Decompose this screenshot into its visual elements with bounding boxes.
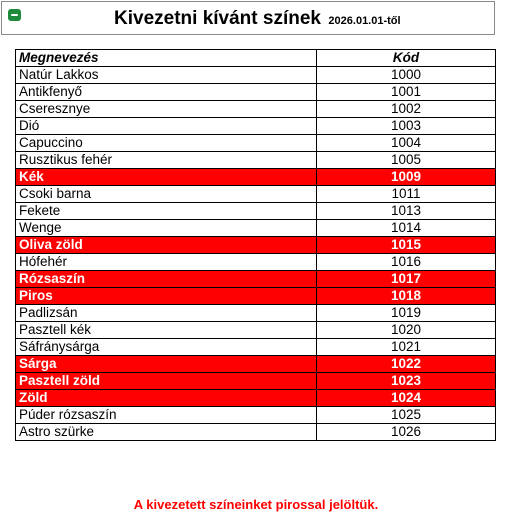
table-row xyxy=(16,169,496,186)
color-name-cell: Rózsaszín xyxy=(16,271,317,288)
color-code-cell: 1004 xyxy=(317,135,496,152)
color-name-cell: Natúr Lakkos xyxy=(16,67,317,84)
color-name-cell: Wenge xyxy=(16,220,317,237)
color-name-cell: Padlizsán xyxy=(16,305,317,322)
table-row xyxy=(16,288,496,305)
color-code-cell: 1021 xyxy=(317,339,496,356)
table-row xyxy=(16,407,496,424)
color-code-cell: 1002 xyxy=(317,101,496,118)
color-code-cell: 1011 xyxy=(317,186,496,203)
color-name-cell: Zöld xyxy=(16,390,317,407)
table-row xyxy=(16,271,496,288)
color-name-cell: Dió xyxy=(16,118,317,135)
color-code-cell: 1023 xyxy=(317,373,496,390)
table-row xyxy=(16,305,496,322)
color-name-cell: Fekete xyxy=(16,203,317,220)
color-name-cell: Hófehér xyxy=(16,254,317,271)
color-code-cell: 1013 xyxy=(317,203,496,220)
table-row xyxy=(16,186,496,203)
column-header-name: Megnevezés xyxy=(16,50,317,67)
color-name-cell: Cseresznye xyxy=(16,101,317,118)
color-code-cell: 1001 xyxy=(317,84,496,101)
color-name-cell: Kék xyxy=(16,169,317,186)
color-code-cell: 1000 xyxy=(317,67,496,84)
color-code-cell: 1009 xyxy=(317,169,496,186)
table-row xyxy=(16,84,496,101)
title-box xyxy=(1,1,495,35)
color-name-cell: Oliva zöld xyxy=(16,237,317,254)
column-header-code: Kód xyxy=(317,50,496,67)
color-name-cell: Pasztell zöld xyxy=(16,373,317,390)
color-name-cell: Csoki barna xyxy=(16,186,317,203)
color-name-cell: Pasztell kék xyxy=(16,322,317,339)
color-code-cell: 1003 xyxy=(317,118,496,135)
color-code-cell: 1019 xyxy=(317,305,496,322)
color-code-cell: 1015 xyxy=(317,237,496,254)
color-name-cell: Capuccino xyxy=(16,135,317,152)
color-code-cell: 1014 xyxy=(317,220,496,237)
color-code-cell: 1024 xyxy=(317,390,496,407)
table-row xyxy=(16,254,496,271)
color-name-cell: Astro szürke xyxy=(16,424,317,441)
table-row xyxy=(16,220,496,237)
color-code-cell: 1005 xyxy=(317,152,496,169)
color-name-cell: Púder rózsaszín xyxy=(16,407,317,424)
color-table xyxy=(15,49,496,441)
color-code-cell: 1018 xyxy=(317,288,496,305)
table-row xyxy=(16,373,496,390)
color-name-cell: Rusztikus fehér xyxy=(16,152,317,169)
title-date: 2026.01.01-től xyxy=(328,15,401,27)
table-row xyxy=(16,152,496,169)
color-name-cell: Sárga xyxy=(16,356,317,373)
table-row xyxy=(16,101,496,118)
green-logo-icon xyxy=(8,9,21,21)
title-text: Kivezetni kívánt színek xyxy=(114,8,321,29)
table-row xyxy=(16,135,496,152)
color-code-cell: 1016 xyxy=(317,254,496,271)
color-code-cell: 1022 xyxy=(317,356,496,373)
footnote: A kivezetett színeinket pirossal jelöltük. xyxy=(133,497,379,512)
table-header-row xyxy=(16,50,496,67)
color-name-cell: Antikfenyő xyxy=(16,84,317,101)
color-name-cell: Sáfránysárga xyxy=(16,339,317,356)
table-row xyxy=(16,339,496,356)
table-row xyxy=(16,237,496,254)
table-row xyxy=(16,203,496,220)
table-row xyxy=(16,118,496,135)
table-row xyxy=(16,356,496,373)
color-code-cell: 1026 xyxy=(317,424,496,441)
table-row xyxy=(16,390,496,407)
table-row xyxy=(16,322,496,339)
color-code-cell: 1017 xyxy=(317,271,496,288)
color-code-cell: 1020 xyxy=(317,322,496,339)
color-name-cell: Piros xyxy=(16,288,317,305)
color-code-cell: 1025 xyxy=(317,407,496,424)
page-title xyxy=(114,8,401,32)
table-row xyxy=(16,67,496,84)
table-row xyxy=(16,424,496,441)
